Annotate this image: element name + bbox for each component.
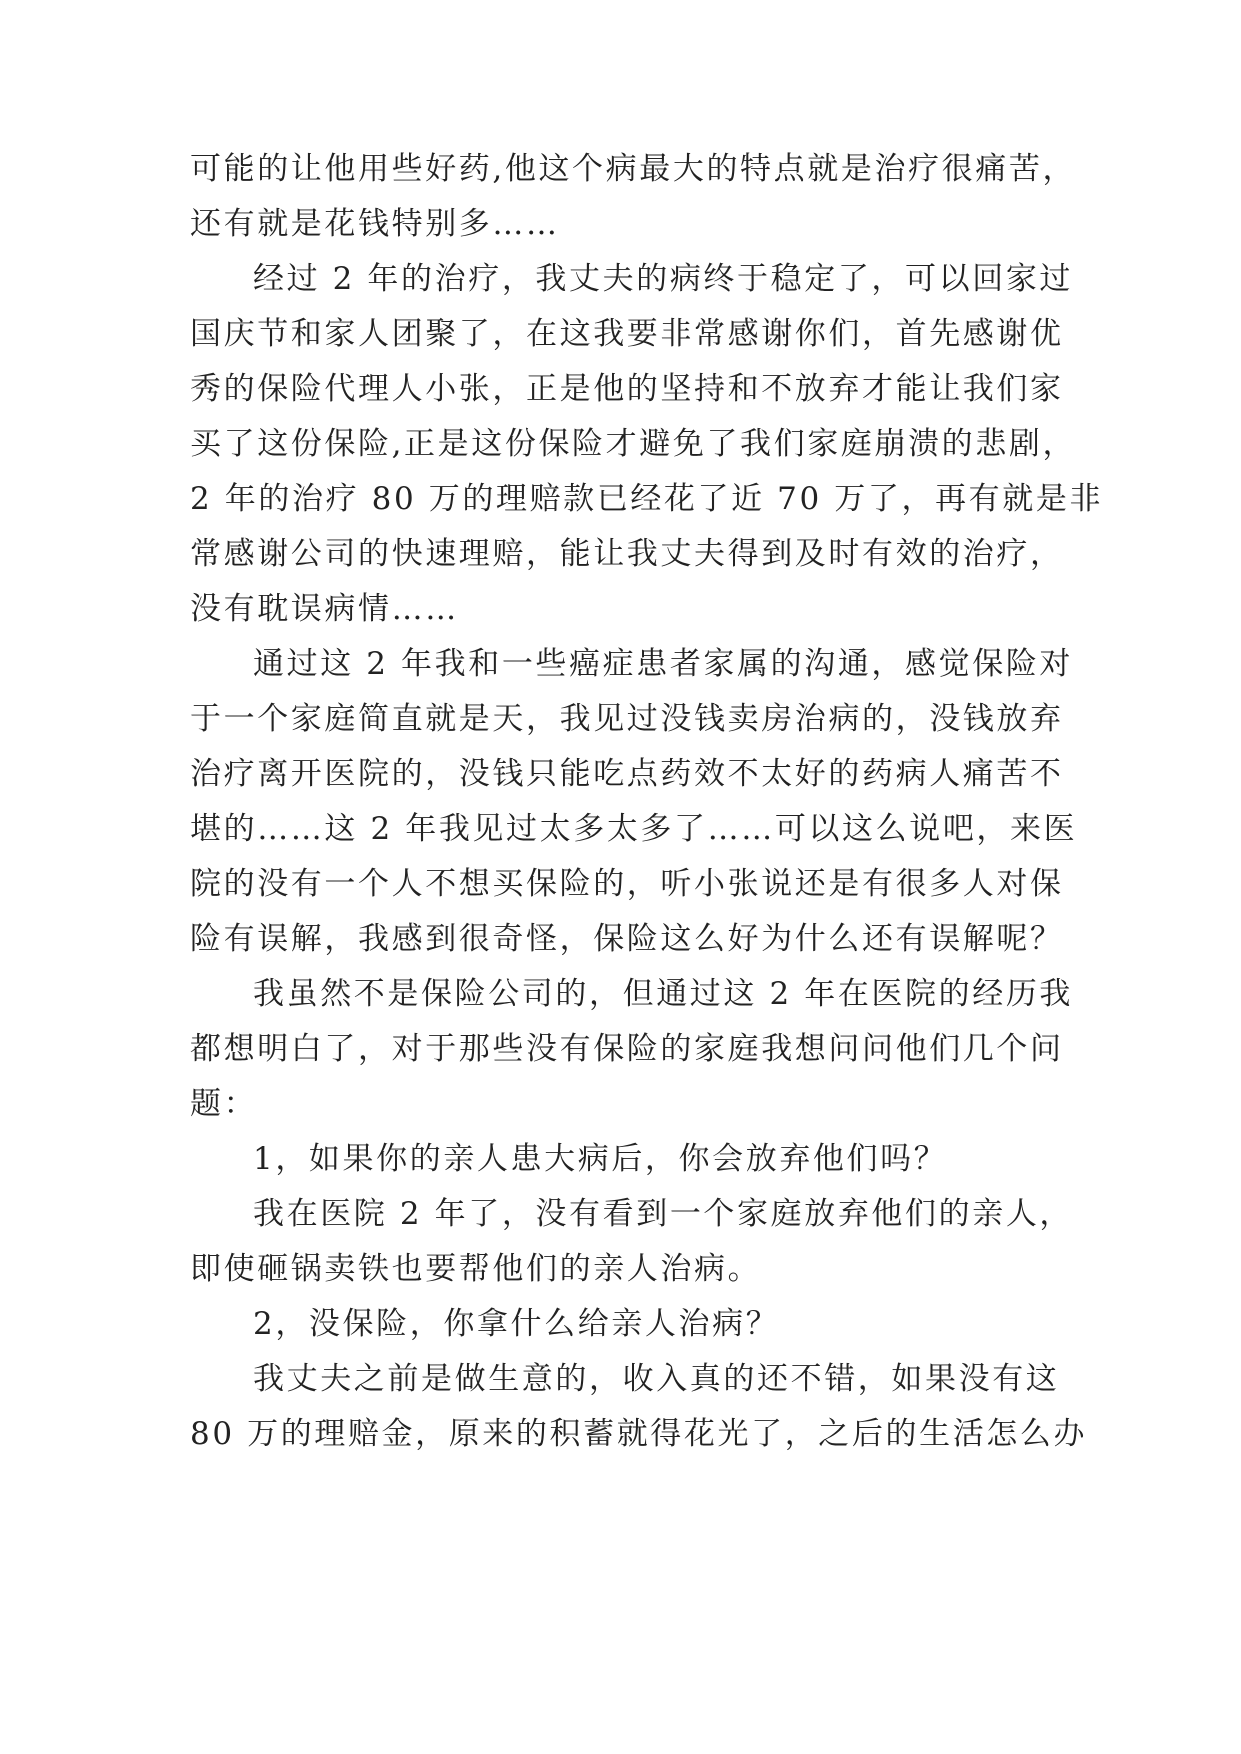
paragraph-first-line: 我虽然不是保险公司的，但通过这 2 年在医院的经历我: [253, 976, 1074, 1012]
text-line: 即使砸锅卖铁也要帮他们的亲人治病。: [190, 1251, 762, 1287]
text-line: 题：: [190, 1086, 258, 1122]
text-line: 80 万的理赔金，原来的积蓄就得花光了，之后的生活怎么办: [190, 1416, 1088, 1452]
text-line: 买了这份保险,正是这份保险才避免了我们家庭崩溃的悲剧，: [190, 426, 1077, 462]
text-line: 险有误解，我感到很奇怪，保险这么好为什么还有误解呢？: [190, 921, 1064, 957]
text-line: 国庆节和家人团聚了，在这我要非常感谢你们，首先感谢优: [190, 316, 1064, 352]
text-line: 堪的……这 2 年我见过太多太多了……可以这么说吧，来医: [190, 811, 1078, 847]
paragraph-first-line: 通过这 2 年我和一些癌症患者家属的沟通，感觉保险对: [253, 646, 1074, 682]
text-line: 于一个家庭简直就是天，我见过没钱卖房治病的，没钱放弃: [190, 701, 1064, 737]
text-line: 可能的让他用些好药,他这个病最大的特点就是治疗很痛苦，: [190, 151, 1077, 187]
paragraph-first-line: 经过 2 年的治疗，我丈夫的病终于稳定了，可以回家过: [253, 261, 1074, 297]
paragraph-first-line: 我丈夫之前是做生意的，收入真的还不错，如果没有这: [253, 1361, 1060, 1397]
text-line: 治疗离开医院的，没钱只能吃点药效不太好的药病人痛苦不: [190, 756, 1064, 792]
text-line: 秀的保险代理人小张，正是他的坚持和不放弃才能让我们家: [190, 371, 1064, 407]
text-line: 院的没有一个人不想买保险的，听小张说还是有很多人对保: [190, 866, 1064, 902]
text-line: 没有耽误病情……: [190, 591, 459, 627]
text-line: 常感谢公司的快速理赔，能让我丈夫得到及时有效的治疗，: [190, 536, 1064, 572]
paragraph-first-line: 我在医院 2 年了，没有看到一个家庭放弃他们的亲人，: [253, 1196, 1074, 1232]
text-line: 还有就是花钱特别多……: [190, 206, 560, 242]
question-heading: 2，没保险，你拿什么给亲人治病？: [253, 1306, 780, 1342]
text-line: 2 年的治疗 80 万的理赔款已经花了近 70 万了，再有就是非: [190, 481, 1104, 517]
question-heading: 1，如果你的亲人患大病后，你会放弃他们吗？: [253, 1141, 948, 1177]
text-line: 都想明白了，对于那些没有保险的家庭我想问问他们几个问: [190, 1031, 1064, 1067]
